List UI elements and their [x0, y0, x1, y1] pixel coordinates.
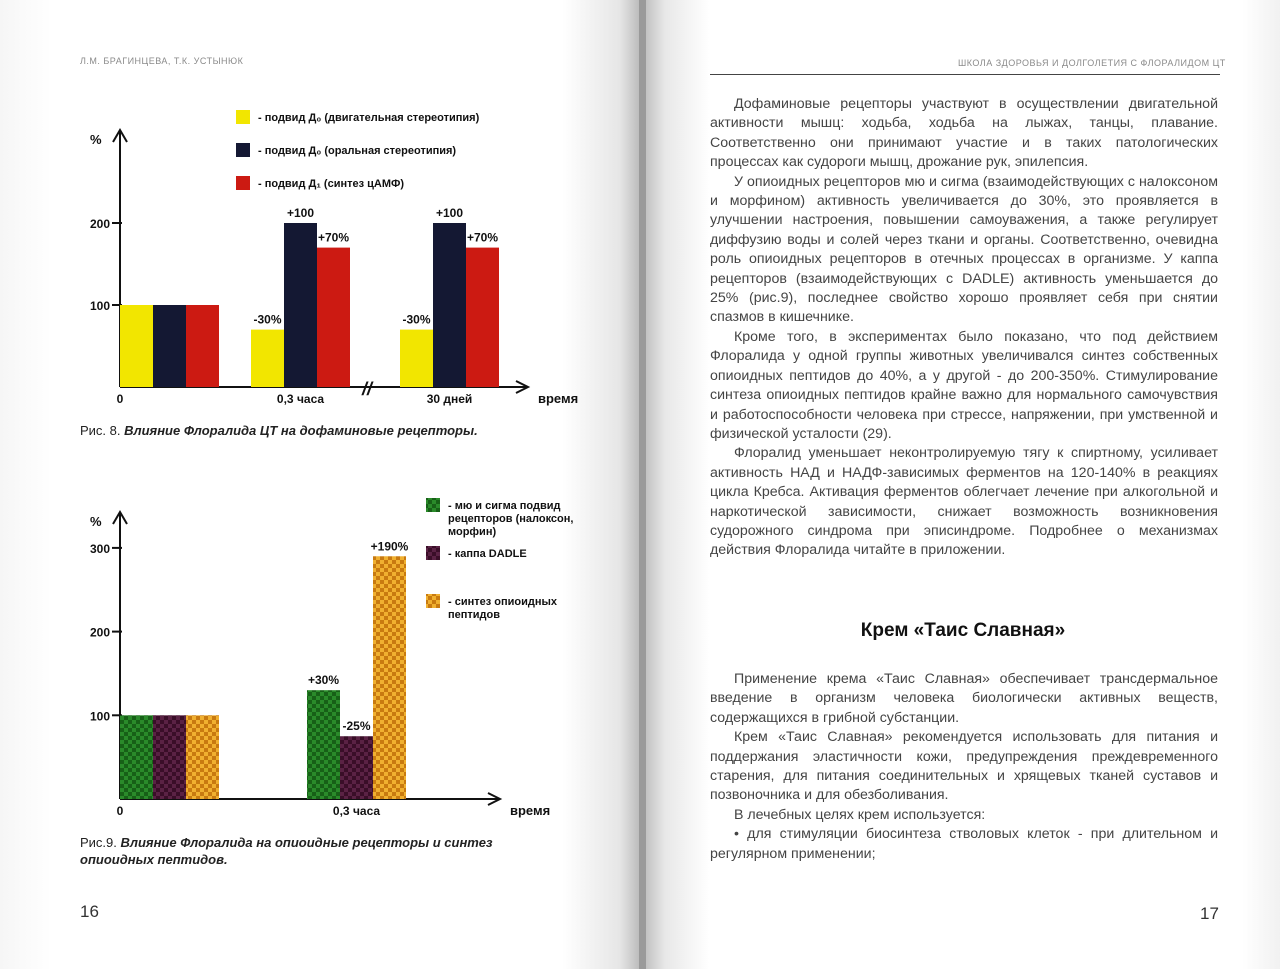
data-label: -30%	[402, 312, 431, 327]
legend-label: - каппа DADLE	[448, 548, 527, 560]
bar	[284, 223, 317, 387]
paragraph: Крем «Таис Славная» рекомендуется использовать для питания и поддержания эластичности кожи, предупреждения преждевременного старения, для питания соединительных и хрящевых тканей суставов и позвоночника и для обезболивания.	[710, 729, 1218, 804]
running-head-right: ШКОЛА ЗДОРОВЬЯ И ДОЛГОЛЕТИЯ С ФЛОРАЛИДОМ ЦТ	[958, 58, 1226, 68]
y-axis-label: %	[90, 514, 102, 529]
y-tick-label: 100	[89, 709, 110, 724]
bar	[120, 715, 153, 799]
bar	[340, 736, 373, 799]
paragraph: У опиоидных рецепторов мю и сигма (взаимодействующих с налоксоном и морфином) активность увеличивается до 30%, это проявляется в улучшении настроения, повышении самоуважения, а также регулирует диффузию воды и солей через ткани и органы. Соответственно, очевидна роль опиоидных рецепторов в отечных процессах в организме. У каппа рецепторов (взаимодействующих с DADLE) активность уменьшается до 25% (рис.9), последнее свойство хорошо проявляет себя при снятии спазмов в кишечнике.	[710, 173, 1218, 326]
paragraph: В лечебных целях крем используется:	[734, 806, 986, 823]
y-tick-label: 200	[89, 625, 110, 640]
legend-label: - подвид Д₀ (оральная стереотипия)	[258, 145, 457, 157]
legend-label: - мю и сигма подвид	[448, 500, 561, 512]
axis-break-mark: //	[361, 379, 373, 399]
bar	[120, 305, 153, 387]
legend-swatch	[426, 546, 440, 560]
caption-title-line2: опиоидных пептидов.	[80, 852, 228, 867]
x-tick-label: 30 дней	[426, 392, 473, 406]
y-tick-label: 100	[89, 299, 110, 313]
x-axis-label: время	[510, 803, 551, 818]
legend-label: - подвид Д₀ (двигательная стереотипия)	[258, 112, 480, 124]
bar	[186, 305, 219, 387]
paragraph: Применение крема «Таис Славная» обеспечивает трансдермальное введение в организм человека биологически активных веществ, содержащихся в грибной субстанции.	[710, 671, 1218, 726]
data-label: +70%	[317, 230, 350, 245]
bar	[153, 305, 186, 387]
data-label: -25%	[342, 719, 371, 734]
legend-swatch	[236, 176, 250, 190]
legend-swatch	[236, 110, 250, 124]
legend-label: - синтез опиоидных	[448, 596, 558, 608]
header-rule	[710, 74, 1220, 75]
bar	[307, 690, 340, 799]
figure-9-caption	[80, 834, 493, 868]
page-number-left: 16	[80, 902, 99, 921]
paragraph: Флоралид уменьшает неконтролируемую тягу к спиртному, усиливает активность НАД и НАДФ-зависимых ферментов на 120-140% в реакциях цикла Кребса. Активация ферментов облегчает лечение при алкогольной и наркотической зависимости, снижает возможность возникновения судорожного синдрома при эписиндроме. Подробнее о механизмах действия Флоралида читайте в приложении.	[710, 445, 1218, 559]
caption-prefix: Рис.9.	[80, 835, 121, 850]
caption-prefix: Рис. 8.	[80, 423, 125, 438]
data-label: +70%	[466, 230, 499, 245]
right-page	[646, 0, 1280, 969]
paragraph: Кроме того, в экспериментах было показано, что под действием Флоралида у одной группы животных увеличивался синтез собственных опиоидных пептидов до 40%, а у другой - до 200-350%. Стимулирование синтеза опиоидных пептидов крайне важно для нормального самочувствия и работоспособности человека при стрессе, напряжении, при умственной и физической усталости (29).	[710, 328, 1218, 442]
data-label: -30%	[253, 312, 282, 327]
x-tick-label: 0,3 часа	[276, 392, 325, 406]
bar	[251, 330, 284, 387]
legend-label: рецепторов (налоксон,	[448, 513, 574, 525]
page-number-right: 17	[1200, 904, 1219, 923]
section-text	[710, 670, 1218, 864]
legend-label: - подвид Д₁ (синтез цАМФ)	[258, 178, 405, 190]
bar	[466, 248, 499, 387]
data-label: +100	[435, 206, 464, 220]
y-axis-label: %	[90, 132, 102, 147]
figure-8-caption	[80, 422, 478, 439]
bar	[400, 330, 433, 387]
x-tick-label: 0,3 часа	[332, 804, 381, 818]
data-label: +190%	[370, 539, 409, 554]
section-title: Крем «Таис Славная»	[860, 620, 1066, 641]
chart-dopamine-receptors	[0, 96, 600, 416]
legend-swatch	[426, 498, 440, 512]
bar	[153, 715, 186, 799]
bar	[373, 556, 406, 799]
caption-title: Влияние Флоралида ЦТ на дофаминовые рецепторы.	[124, 423, 478, 438]
chart-opioid-receptors	[0, 488, 600, 828]
book-gutter	[639, 0, 646, 969]
main-text	[710, 95, 1218, 561]
bullet-item: • для стимуляции биосинтеза стволовых клеток - при длительном и регулярном применении;	[710, 826, 1218, 862]
x-tick-label: 0	[116, 804, 124, 818]
y-tick-label: 300	[89, 541, 110, 556]
legend-swatch	[236, 143, 250, 157]
legend-label: морфин)	[448, 526, 497, 538]
legend-label: пептидов	[448, 609, 501, 621]
bar	[317, 248, 350, 387]
legend-swatch	[426, 594, 440, 608]
x-axis-label: время	[538, 391, 579, 406]
paragraph: Дофаминовые рецепторы участвуют в осуществлении двигательной активности мышц: ходьба, ходьба на лыжах, танцы, плавание. Соответственно они принимают участие и в таких патологических процессах как судороги мышц, дрожание рук, эпилепсия.	[710, 96, 1218, 171]
x-tick-label: 0	[116, 392, 124, 406]
bar	[186, 715, 219, 799]
y-tick-label: 200	[89, 217, 110, 231]
data-label: +100	[286, 206, 315, 220]
running-head-left: Л.М. БРАГИНЦЕВА, Т.К. УСТЫНЮК	[80, 56, 244, 66]
caption-title-line1: Влияние Флоралида на опиоидные рецепторы и синтез	[120, 835, 493, 850]
data-label: +30%	[307, 673, 340, 688]
left-page	[0, 0, 639, 969]
bar	[433, 223, 466, 387]
